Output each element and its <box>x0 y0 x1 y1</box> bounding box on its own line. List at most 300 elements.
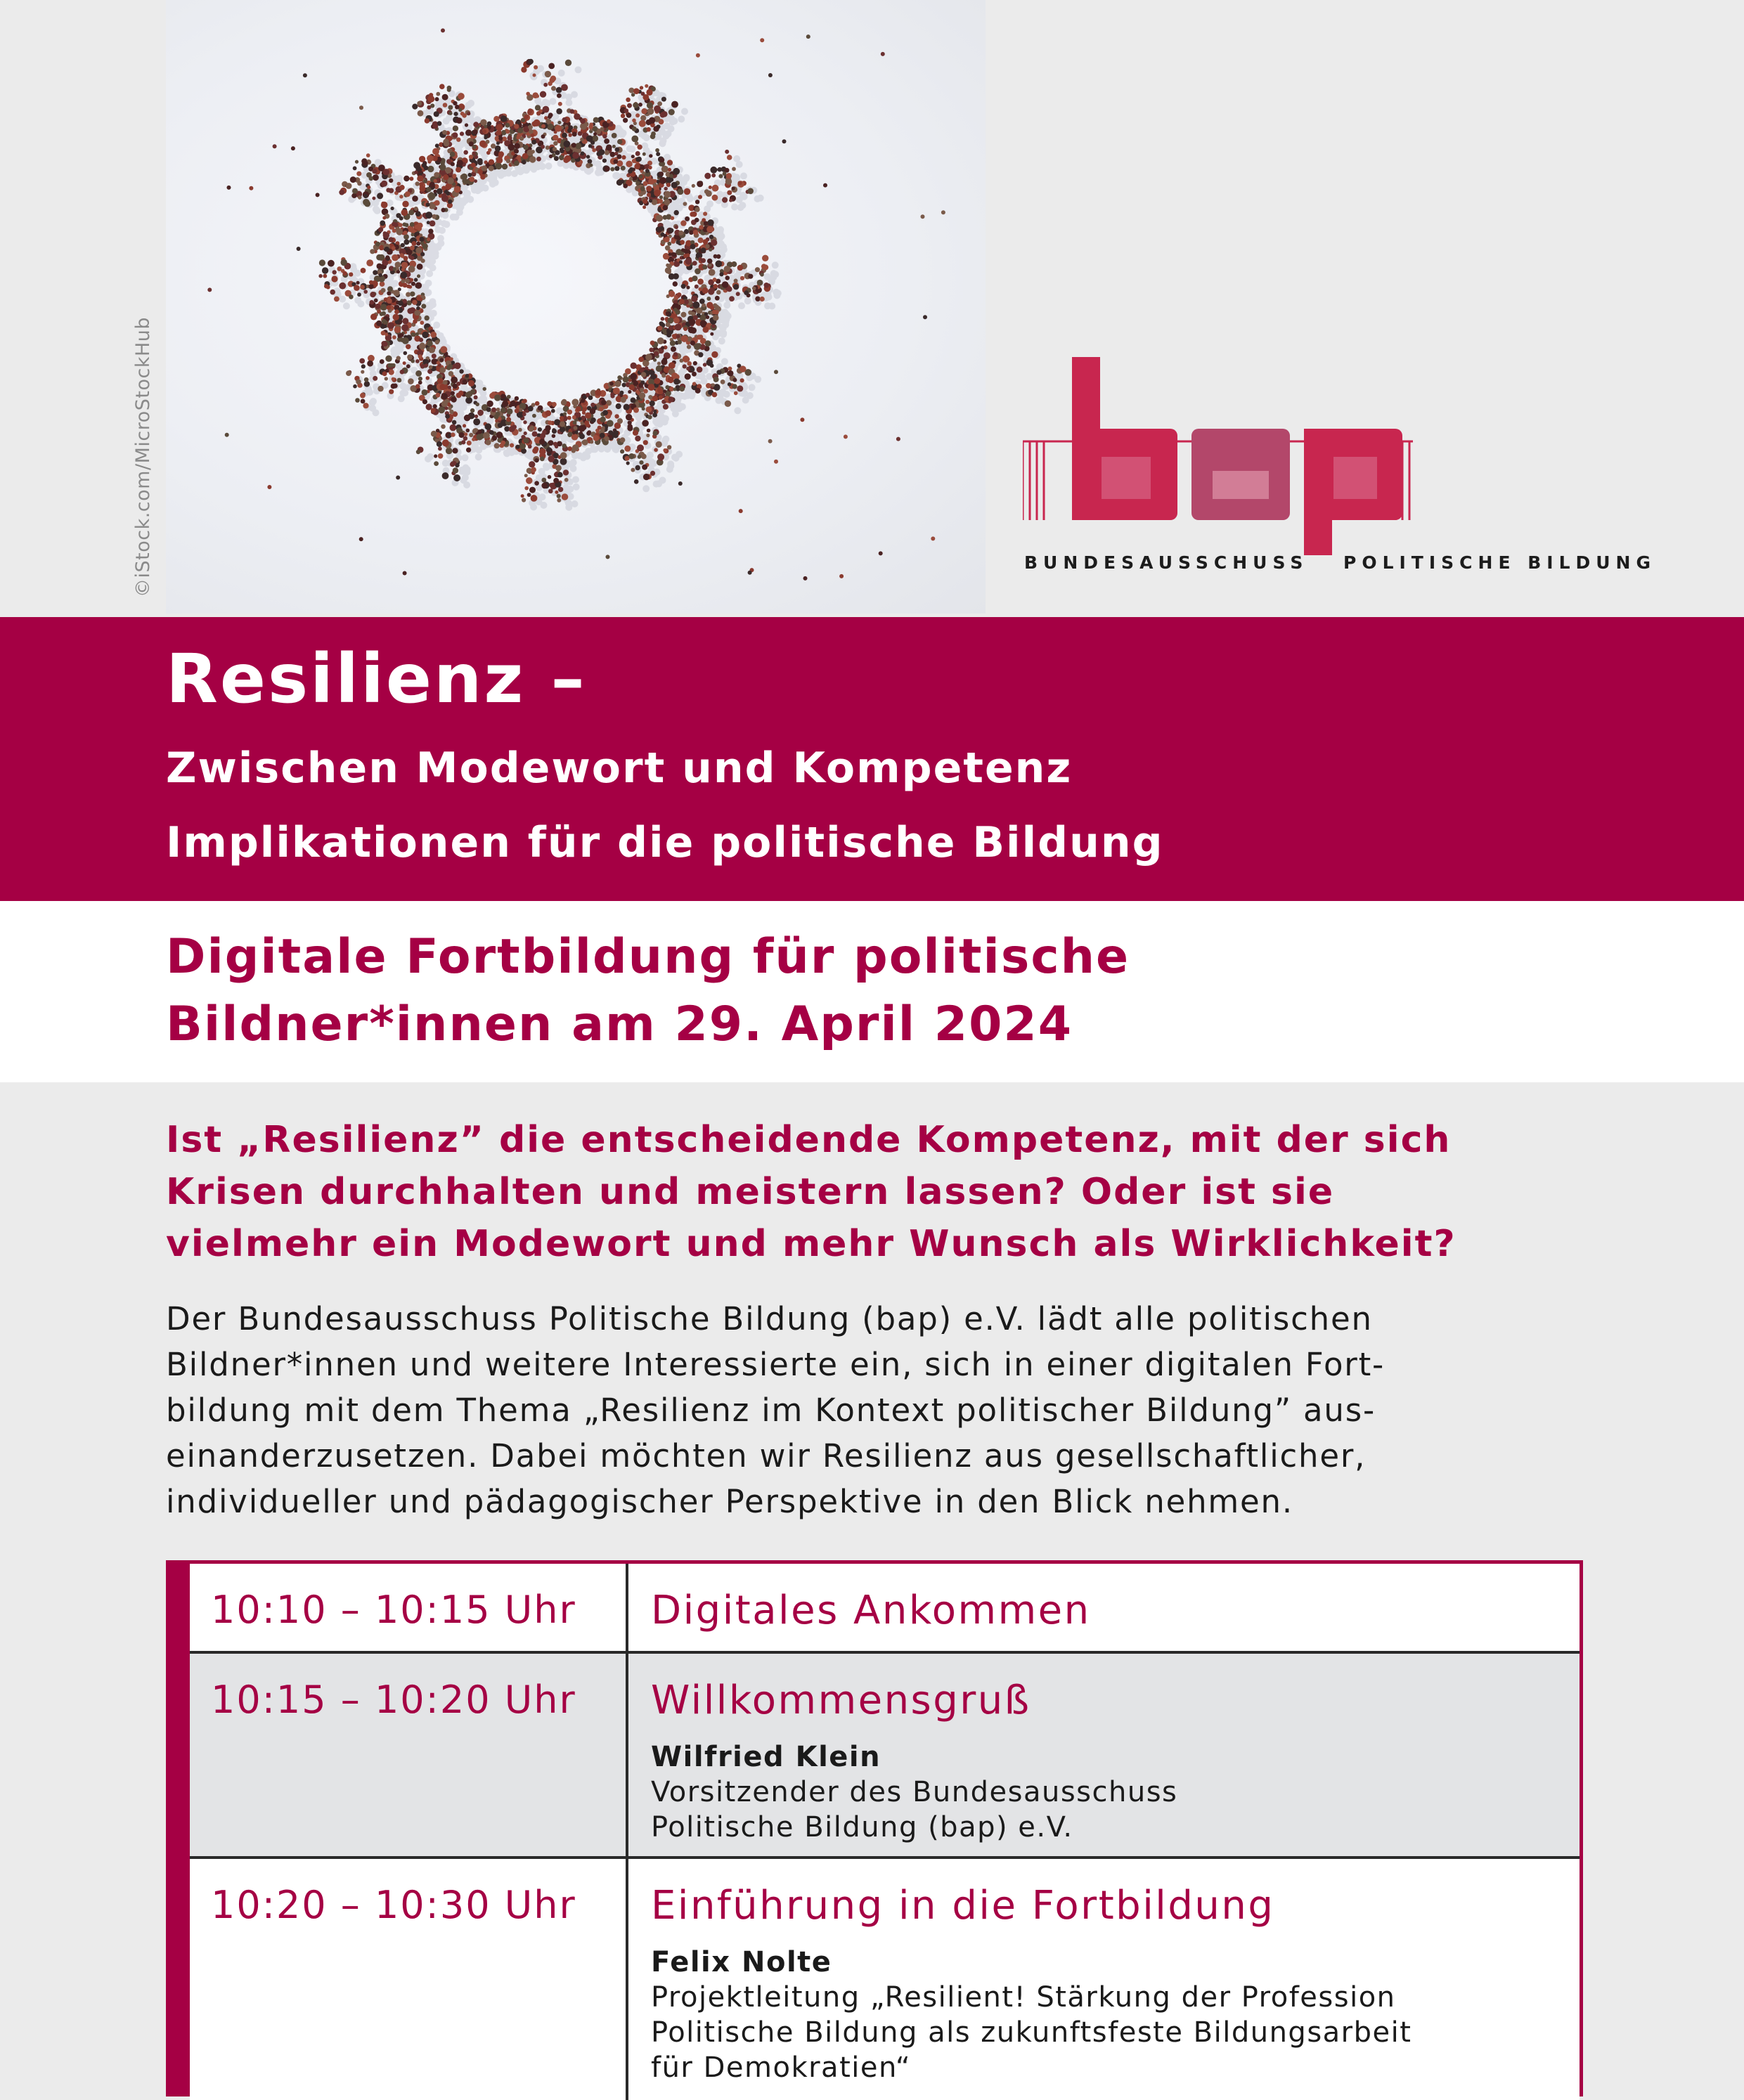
crowd-person-dot <box>408 266 415 273</box>
gear-shadow-dot <box>678 403 685 410</box>
crowd-person-dot <box>402 337 409 344</box>
crowd-person-dot <box>389 179 393 183</box>
crowd-person-dot <box>665 245 671 251</box>
crowd-person-dot <box>517 155 521 160</box>
crowd-person-dot <box>579 425 586 432</box>
crowd-person-dot <box>580 123 587 130</box>
crowd-person-dot <box>452 132 458 138</box>
crowd-person-dot <box>389 237 394 242</box>
crowd-person-dot <box>643 389 648 394</box>
crowd-person-dot <box>375 304 381 309</box>
crowd-person-dot <box>706 297 711 301</box>
crowd-person-dot <box>602 426 605 429</box>
gear-shadow-dot <box>530 504 537 511</box>
crowd-person-dot <box>582 411 586 415</box>
crowd-person-dot <box>471 162 476 167</box>
crowd-person-dot <box>736 292 740 296</box>
gear-shadow-dot <box>614 172 621 179</box>
crowd-person-dot <box>657 453 664 460</box>
crowd-person-dot <box>417 274 420 278</box>
crowd-person-dot <box>441 208 446 212</box>
crowd-person-dot <box>419 337 423 342</box>
crowd-person-dot <box>446 448 453 455</box>
crowd-person-dot <box>642 199 647 204</box>
crowd-person-dot <box>676 235 680 240</box>
crowd-person-dot <box>456 393 462 398</box>
crowd-person-dot <box>426 376 430 380</box>
gear-shadow-dot <box>669 119 676 126</box>
crowd-person-dot <box>553 147 557 151</box>
crowd-person-dot <box>557 93 562 98</box>
crowd-person-dot <box>722 197 728 202</box>
crowd-person-dot <box>456 117 463 124</box>
crowd-person-dot <box>414 278 418 282</box>
crowd-person-dot <box>688 311 692 315</box>
crowd-person-dot <box>687 345 691 349</box>
crowd-person-dot <box>657 362 661 365</box>
gear-shadow-dot <box>462 454 469 461</box>
gear-shadow-dot <box>663 132 670 139</box>
crowd-person-dot <box>456 167 461 173</box>
crowd-person-dot <box>645 84 648 88</box>
crowd-person-dot <box>420 237 425 242</box>
crowd-person-dot <box>695 285 699 289</box>
crowd-person-dot <box>400 370 405 375</box>
crowd-person-dot <box>434 454 437 458</box>
crowd-person-dot <box>387 305 392 310</box>
crowd-person-dot <box>385 255 389 259</box>
crowd-person-dot <box>395 261 401 268</box>
crowd-person-dot <box>457 160 463 166</box>
crowd-person-dot <box>713 278 717 282</box>
crowd-person-dot <box>452 420 457 425</box>
crowd-person-dot <box>548 455 555 462</box>
crowd-person-dot <box>698 195 702 199</box>
crowd-person-dot <box>552 429 557 434</box>
crowd-person-dot <box>534 446 539 452</box>
gear-shadow-dot <box>557 160 564 167</box>
gear-shadow-dot <box>667 460 674 467</box>
crowd-person-dot <box>620 449 624 453</box>
crowd-person-dot <box>450 462 455 467</box>
crowd-person-dot <box>339 190 344 195</box>
crowd-person-dot <box>467 112 470 115</box>
crowd-person-dot <box>415 332 419 336</box>
crowd-person-dot <box>631 93 635 96</box>
crowd-person-dot <box>401 243 405 247</box>
crowd-person-dot <box>421 304 426 309</box>
crowd-person-dot <box>332 270 337 274</box>
crowd-person-dot <box>441 393 448 399</box>
gear-shadow-dot <box>744 297 751 304</box>
crowd-person-dot <box>341 259 347 266</box>
crowd-person-dot <box>640 115 646 121</box>
gear-crowd <box>207 28 945 581</box>
crowd-person-dot <box>709 186 712 189</box>
crowd-person-dot <box>526 92 530 96</box>
crowd-person-dot <box>386 188 391 193</box>
crowd-person-dot <box>668 109 675 115</box>
crowd-person-dot <box>375 242 380 247</box>
crowd-person-dot <box>510 401 516 406</box>
crowd-person-dot <box>378 227 383 232</box>
crowd-person-dot <box>521 494 524 498</box>
crowd-person-dot <box>324 284 328 288</box>
crowd-person-dot <box>647 429 651 433</box>
crowd-person-dot <box>443 174 448 180</box>
gear-shadow-dot <box>464 193 471 200</box>
crowd-person-dot <box>657 388 663 394</box>
crowd-person-dot <box>681 248 685 252</box>
crowd-person-dot <box>409 176 413 181</box>
crowd-person-dot <box>617 375 621 380</box>
gear-shadow-dot <box>426 270 433 277</box>
crowd-person-dot <box>585 413 591 419</box>
crowd-person-dot <box>572 152 579 159</box>
crowd-person-dot <box>638 455 642 459</box>
crowd-person-dot <box>422 389 428 396</box>
crowd-person-dot <box>579 434 585 439</box>
crowd-person-dot <box>732 167 736 171</box>
crowd-person-dot <box>354 285 360 291</box>
crowd-person-dot <box>581 398 585 403</box>
crowd-person-dot <box>640 86 643 89</box>
crowd-person-dot <box>429 221 436 227</box>
crowd-person-dot <box>523 420 527 424</box>
gear-shadow-dot <box>718 337 725 344</box>
crowd-person-dot <box>330 290 335 295</box>
crowd-person-dot <box>331 276 337 282</box>
crowd-person-dot <box>718 167 723 172</box>
crowd-person-dot <box>563 412 567 415</box>
crowd-person-dot <box>456 138 460 142</box>
crowd-person-dot <box>610 167 614 171</box>
crowd-person-dot <box>558 102 562 106</box>
gear-shadow-dot <box>722 321 729 328</box>
gear-shadow-dot <box>757 195 764 202</box>
gear-shadow-dot <box>392 176 399 183</box>
gear-shadow-dot <box>399 382 406 389</box>
crowd-person-dot <box>472 129 477 134</box>
gear-shadow-dot <box>459 397 466 404</box>
crowd-person-dot <box>548 420 553 425</box>
crowd-person-dot <box>427 96 434 103</box>
crowd-person-dot <box>377 386 383 391</box>
crowd-person-dot <box>410 292 415 297</box>
header-photo <box>166 0 986 614</box>
crowd-person-dot <box>500 408 506 413</box>
crowd-person-dot <box>626 414 632 420</box>
crowd-person-dot <box>695 268 701 275</box>
crowd-person-dot <box>650 401 655 406</box>
crowd-person-dot <box>556 87 562 93</box>
crowd-person-dot <box>406 364 411 368</box>
crowd-person-dot <box>656 441 662 448</box>
gear-shadow-dot <box>737 204 744 211</box>
crowd-person-dot <box>405 191 411 197</box>
crowd-person-dot <box>659 321 664 325</box>
crowd-person-dot <box>725 276 730 280</box>
crowd-person-dot <box>690 244 696 249</box>
crowd-person-dot <box>407 308 413 314</box>
crowd-person-dot <box>355 160 359 164</box>
crowd-person-dot <box>703 327 709 333</box>
gear-shadow-dot <box>736 161 743 168</box>
crowd-person-dot <box>648 395 652 399</box>
crowd-person-dot <box>623 118 628 123</box>
gear-shadow-dot <box>505 169 512 176</box>
crowd-person-dot <box>692 212 697 217</box>
crowd-person-dot <box>589 122 593 127</box>
crowd-person-dot <box>593 117 599 123</box>
crowd-person-dot <box>484 160 488 164</box>
gear-shadow-dot <box>699 373 706 380</box>
crowd-person-dot <box>728 370 734 377</box>
crowd-person-dot <box>453 126 458 131</box>
crowd-person-dot <box>549 483 553 487</box>
crowd-person-dot <box>377 193 383 199</box>
crowd-person-dot <box>593 132 597 136</box>
crowd-person-dot <box>578 131 583 136</box>
crowd-person-dot <box>574 426 578 430</box>
gear-shadow-dot <box>595 160 602 167</box>
crowd-person-dot <box>628 390 631 394</box>
crowd-person-dot <box>415 359 420 363</box>
crowd-person-dot <box>621 114 625 118</box>
crowd-person-dot <box>393 267 396 271</box>
crowd-person-dot <box>655 148 659 153</box>
crowd-person-dot <box>364 381 370 387</box>
gear-shadow-dot <box>372 200 379 207</box>
crowd-person-dot <box>711 351 718 358</box>
crowd-person-dot <box>556 108 562 115</box>
crowd-person-dot <box>486 122 491 127</box>
gear-shadow-dot <box>562 484 569 491</box>
gear-shadow-dot <box>635 421 642 428</box>
crowd-person-dot <box>663 205 668 211</box>
crowd-person-dot <box>479 141 486 148</box>
crowd-person-dot <box>695 388 701 394</box>
gear-shadow-dot <box>390 347 397 354</box>
crowd-person-dot <box>686 367 690 371</box>
gear-shadow-dot <box>582 451 589 458</box>
crowd-person-dot <box>438 406 445 413</box>
crowd-person-dot <box>681 284 686 289</box>
crowd-person-dot <box>541 483 548 489</box>
crowd-person-dot <box>389 389 394 394</box>
crowd-person-dot <box>692 382 697 386</box>
crowd-person-dot <box>507 136 512 141</box>
gear-shadow-dot <box>565 99 572 106</box>
crowd-person-dot <box>447 86 452 91</box>
crowd-person-dot <box>755 297 760 302</box>
crowd-person-dot <box>441 195 448 202</box>
crowd-person-dot <box>633 88 640 94</box>
crowd-person-dot <box>318 274 322 278</box>
crowd-person-dot <box>548 475 552 479</box>
crowd-person-dot <box>472 438 475 441</box>
crowd-person-dot <box>641 92 645 96</box>
crowd-person-dot <box>602 134 607 138</box>
crowd-person-dot <box>488 148 491 152</box>
crowd-person-dot <box>649 348 654 353</box>
crowd-person-dot <box>461 440 465 444</box>
crowd-person-dot <box>651 131 656 136</box>
crowd-person-dot <box>440 367 446 373</box>
crowd-person-dot <box>711 174 716 178</box>
crowd-person-dot <box>418 380 422 384</box>
crowd-person-dot <box>664 191 671 198</box>
gear-shadow-dot <box>456 205 463 212</box>
crowd-person-dot <box>437 378 444 384</box>
crowd-person-dot <box>446 365 451 370</box>
crowd-person-dot <box>647 193 651 197</box>
crowd-person-dot <box>705 244 710 249</box>
crowd-person-dot <box>464 432 467 436</box>
crowd-person-dot <box>740 276 744 280</box>
crowd-person-dot <box>516 119 521 124</box>
crowd-person-dot <box>693 302 700 309</box>
crowd-person-dot <box>626 98 631 103</box>
gear-shadow-dot <box>498 172 505 179</box>
crowd-person-dot <box>370 249 375 254</box>
crowd-person-dot <box>568 133 572 137</box>
crowd-person-dot <box>373 376 377 381</box>
crowd-person-dot <box>661 97 666 102</box>
gear-shadow-dot <box>558 70 565 77</box>
crowd-person-dot <box>523 145 529 150</box>
gear-shadow-dot <box>387 279 394 286</box>
crowd-person-dot <box>598 150 604 155</box>
crowd-person-dot <box>654 448 658 452</box>
crowd-person-dot <box>667 445 671 449</box>
crowd-person-dot <box>413 319 418 324</box>
crowd-person-dot <box>493 116 499 122</box>
crowd-person-dot <box>727 155 732 160</box>
gear-shadow-dot <box>343 302 350 309</box>
gear-shadow-dot <box>570 459 577 466</box>
gear-shadow-dot <box>768 303 775 310</box>
crowd-person-dot <box>403 283 408 287</box>
crowd-person-dot <box>710 332 713 336</box>
crowd-person-dot <box>473 122 479 127</box>
crowd-person-dot <box>619 391 624 395</box>
crowd-person-dot <box>506 417 511 422</box>
crowd-person-dot <box>624 446 631 452</box>
crowd-person-dot <box>403 351 408 356</box>
crowd-person-dot <box>445 414 450 419</box>
crowd-person-dot <box>402 201 408 207</box>
gear-shadow-dot <box>450 214 457 221</box>
crowd-person-dot <box>496 157 503 164</box>
crowd-person-dot <box>571 158 575 162</box>
crowd-person-dot <box>458 108 462 112</box>
crowd-person-dot <box>472 151 476 155</box>
crowd-person-dot <box>722 281 729 288</box>
crowd-person-dot <box>434 461 439 466</box>
crowd-person-dot <box>589 164 593 167</box>
crowd-person-dot <box>342 271 347 276</box>
gear-shadow-dot <box>687 195 694 202</box>
gear-shadow-dot <box>681 393 688 400</box>
crowd-person-dot <box>630 373 637 380</box>
crowd-person-dot <box>545 71 551 77</box>
crowd-person-dot <box>449 410 453 414</box>
crowd-person-dot <box>677 188 683 195</box>
crowd-person-dot <box>531 495 538 502</box>
crowd-person-dot <box>631 398 636 403</box>
crowd-person-dot <box>646 434 650 437</box>
crowd-person-dot <box>678 231 683 235</box>
crowd-person-dot <box>438 453 444 459</box>
crowd-person-dot <box>666 311 669 315</box>
crowd-person-dot <box>712 185 719 192</box>
crowd-person-dot <box>381 202 388 209</box>
crowd-person-dot <box>646 89 652 96</box>
crowd-person-dot <box>425 212 432 219</box>
crowd-person-dot <box>442 439 449 446</box>
crowd-person-dot <box>405 279 410 284</box>
crowd-person-dot <box>403 256 408 261</box>
crowd-person-dot <box>706 383 711 389</box>
crowd-person-dot <box>380 221 385 226</box>
crowd-person-dot <box>639 460 643 465</box>
crowd-person-dot <box>637 444 644 451</box>
crowd-person-dot <box>734 391 738 396</box>
crowd-person-dot <box>441 424 446 429</box>
crowd-person-dot <box>647 102 653 108</box>
crowd-person-dot <box>496 408 500 412</box>
crowd-person-dot <box>491 408 496 413</box>
gear-shadow-dot <box>642 485 650 492</box>
crowd-person-dot <box>370 292 375 297</box>
crowd-person-dot <box>729 296 735 302</box>
crowd-person-dot <box>626 161 632 167</box>
crowd-person-dot <box>439 84 445 89</box>
crowd-person-dot <box>737 385 743 391</box>
crowd-person-dot <box>725 179 732 185</box>
crowd-person-dot <box>518 428 522 432</box>
crowd-person-dot <box>740 378 744 382</box>
crowd-person-dot <box>590 403 595 407</box>
crowd-person-dot <box>568 432 572 436</box>
crowd-person-dot <box>560 458 567 465</box>
crowd-person-dot <box>485 439 491 445</box>
crowd-person-dot <box>572 415 576 420</box>
gear-shadow-dot <box>733 174 740 181</box>
crowd-person-dot <box>411 233 415 236</box>
crowd-person-dot <box>653 410 657 413</box>
gear-shadow-dot <box>433 322 440 329</box>
crowd-person-dot <box>538 406 543 411</box>
crowd-person-dot <box>323 274 327 278</box>
crowd-person-dot <box>346 183 352 189</box>
crowd-person-dot <box>426 187 431 192</box>
crowd-person-dot <box>515 445 519 449</box>
crowd-person-dot <box>429 365 433 370</box>
crowd-person-dot <box>496 141 500 145</box>
crowd-person-dot <box>534 65 538 70</box>
gear-shadow-dot <box>734 407 741 414</box>
crowd-person-dot <box>491 143 496 148</box>
crowd-person-dot <box>517 128 523 134</box>
crowd-person-dot <box>474 415 478 418</box>
crowd-person-dot <box>706 359 713 366</box>
crowd-person-dot <box>443 380 448 385</box>
crowd-person-dot <box>642 465 647 470</box>
crowd-person-dot <box>638 103 642 107</box>
crowd-person-dot <box>697 343 701 347</box>
